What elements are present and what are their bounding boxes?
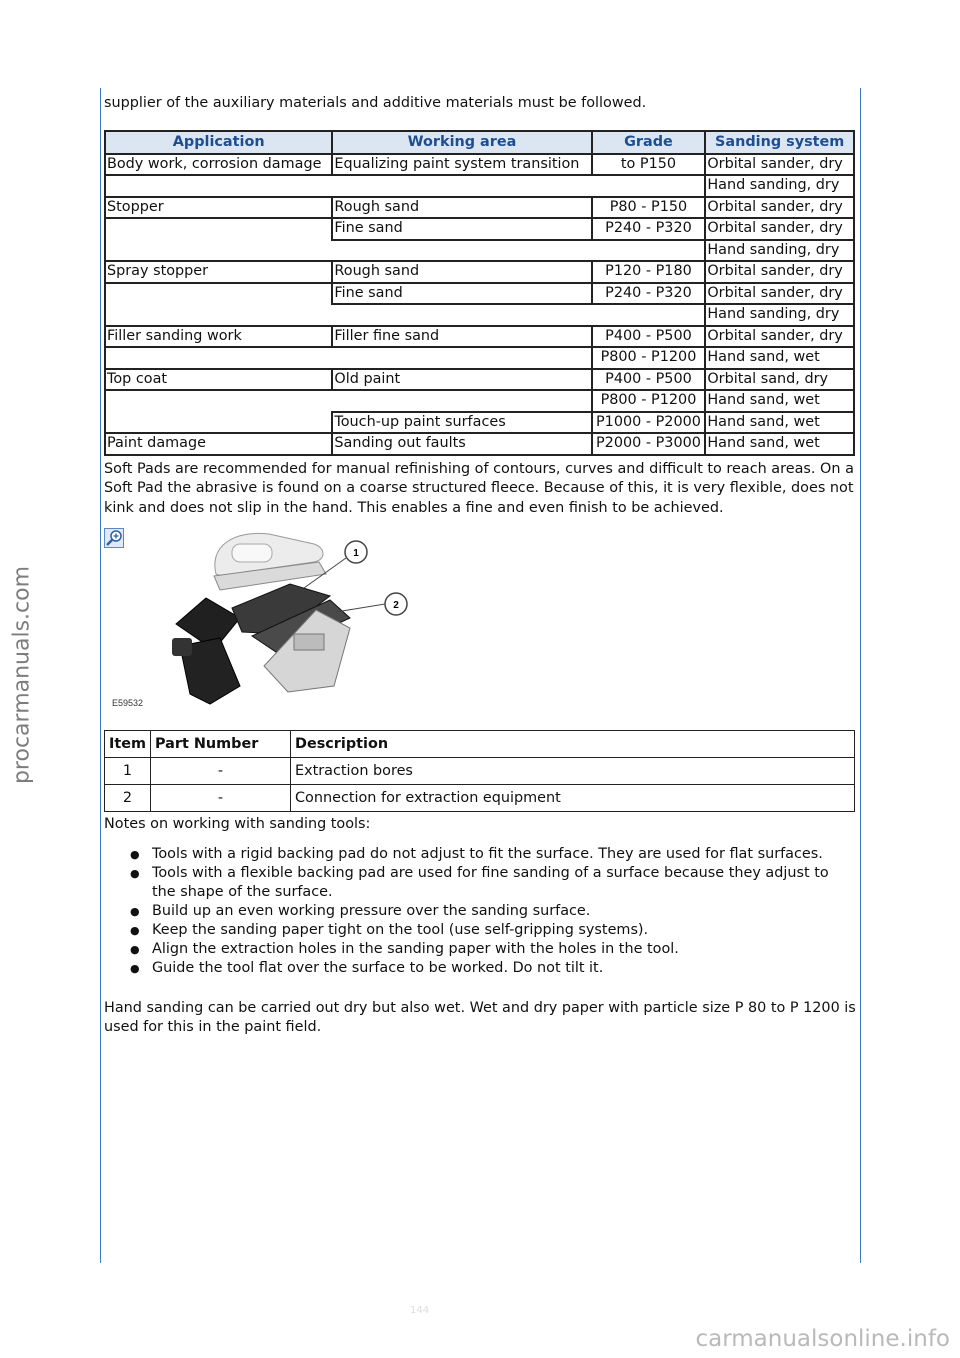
bottom-watermark: carmanualsonline.info: [695, 1326, 950, 1352]
table-row: [105, 283, 854, 305]
cell-empty: [105, 218, 332, 240]
list-item: ● Guide the tool flat over the surface to be worked. Do not tilt it.: [152, 959, 856, 978]
table-row: [105, 218, 854, 240]
cell-item: 2: [105, 785, 151, 812]
figure-code: E59532: [112, 698, 144, 708]
page-number: 144: [410, 1305, 430, 1316]
header-part-number: Part Number: [151, 731, 291, 758]
cell-working-area: Equalizing paint system transition: [332, 154, 591, 176]
cell-grade: P400 - P500: [592, 369, 706, 391]
cell-sanding-system: Hand sand, wet: [705, 390, 854, 412]
cell-empty: [105, 175, 705, 197]
cell-sanding-system: Orbital sander, dry: [705, 197, 854, 219]
cell-sanding-system: Hand sand, wet: [705, 433, 854, 455]
side-watermark: procarmanuals.com: [9, 565, 35, 785]
table-row: [105, 197, 854, 219]
cell-application: Spray stopper: [105, 261, 332, 283]
cell-application: Paint damage: [105, 433, 332, 455]
sanding-table: [104, 130, 855, 456]
cell-working-area: Old paint: [332, 369, 591, 391]
cell-sanding-system: Hand sanding, dry: [705, 304, 854, 326]
list-item: ● Tools with a flexible backing pad are used for fine sanding of a surface because they adjust to the shape of the surface.: [152, 864, 856, 902]
cell-working-area: Sanding out faults: [332, 433, 591, 455]
cell-part-number: -: [151, 758, 291, 785]
list-item: ● Align the extraction holes in the sanding paper with the holes in the tool.: [152, 940, 856, 959]
cell-working-area: Fine sand: [332, 283, 591, 305]
table-row: [105, 390, 854, 412]
items-table: [104, 730, 855, 812]
soft-pads-paragraph: Soft Pads are recommended for manual refinishing of contours, curves and difficult to reach areas. On a Soft Pad the abrasive is found on a coarse structured fleece. Because of this, it is very flexible, does not kink and does not slip in the hand. This enables a fine and even finish to be achieved.: [104, 460, 854, 516]
left-border-line: [100, 88, 101, 1263]
cell-part-number: -: [151, 785, 291, 812]
cell-sanding-system: Orbital sander, dry: [705, 261, 854, 283]
cell-sanding-system: Hand sand, wet: [705, 412, 854, 434]
list-item: ● Build up an even working pressure over the sanding surface.: [152, 902, 856, 921]
notes-list: [104, 845, 856, 978]
table-row: [105, 304, 854, 326]
cell-application: Body work, corrosion damage: [105, 154, 332, 176]
cell-empty: [105, 412, 332, 434]
right-border-line: [860, 88, 861, 1263]
callout-1: 1: [353, 548, 359, 559]
sanding-table-header: [105, 131, 854, 154]
cell-grade: to P150: [592, 154, 706, 176]
cell-application: Stopper: [105, 197, 332, 219]
cell-grade: P1000 - P2000: [592, 412, 706, 434]
sanding-tools-figure: [104, 526, 424, 716]
header-application: Application: [105, 131, 332, 154]
cell-empty: [105, 304, 705, 326]
cell-sanding-system: Hand sanding, dry: [705, 240, 854, 262]
notes-heading: Notes on working with sanding tools:: [104, 816, 371, 832]
cell-working-area: Fine sand: [332, 218, 591, 240]
table-row: [105, 369, 854, 391]
table-row: [105, 433, 854, 455]
cell-description: Connection for extraction equipment: [291, 785, 855, 812]
intro-paragraph: supplier of the auxiliary materials and additive materials must be followed.: [104, 95, 647, 111]
header-description: Description: [291, 731, 855, 758]
cell-sanding-system: Hand sanding, dry: [705, 175, 854, 197]
cell-working-area: Rough sand: [332, 197, 591, 219]
cell-grade: P800 - P1200: [592, 347, 706, 369]
table-row: [105, 412, 854, 434]
table-row: [105, 175, 854, 197]
cell-sanding-system: Orbital sander, dry: [705, 326, 854, 348]
table-row: [105, 240, 854, 262]
header-grade: Grade: [592, 131, 706, 154]
cell-working-area: Rough sand: [332, 261, 591, 283]
page-content: [104, 94, 856, 1038]
cell-description: Extraction bores: [291, 758, 855, 785]
cell-grade: P80 - P150: [592, 197, 706, 219]
cell-grade: P800 - P1200: [592, 390, 706, 412]
cell-sanding-system: Orbital sander, dry: [705, 154, 854, 176]
cell-grade: P120 - P180: [592, 261, 706, 283]
cell-empty: [105, 283, 332, 305]
cell-empty: [105, 347, 592, 369]
cell-sanding-system: Orbital sander, dry: [705, 218, 854, 240]
cell-working-area: Filler fine sand: [332, 326, 591, 348]
callout-2: 2: [393, 600, 399, 611]
header-item: Item: [105, 731, 151, 758]
cell-application: Filler sanding work: [105, 326, 332, 348]
list-item: ● Tools with a rigid backing pad do not adjust to fit the surface. They are used for flat surfaces.: [152, 845, 856, 864]
cell-sanding-system: Hand sand, wet: [705, 347, 854, 369]
cell-sanding-system: Orbital sand, dry: [705, 369, 854, 391]
header-working-area: Working area: [332, 131, 591, 154]
list-item: ● Keep the sanding paper tight on the tool (use self-gripping systems).: [152, 921, 856, 940]
cell-empty: [105, 240, 705, 262]
cell-grade: P400 - P500: [592, 326, 706, 348]
items-table-header: [105, 731, 855, 758]
table-row: [105, 785, 855, 812]
cell-working-area: Touch-up paint surfaces: [332, 412, 591, 434]
cell-grade: P240 - P320: [592, 283, 706, 305]
cell-sanding-system: Orbital sander, dry: [705, 283, 854, 305]
cell-grade: P2000 - P3000: [592, 433, 706, 455]
table-row: [105, 758, 855, 785]
table-row: [105, 326, 854, 348]
figure-container: [104, 526, 856, 712]
header-sanding-system: Sanding system: [705, 131, 854, 154]
table-row: [105, 347, 854, 369]
cell-empty: [105, 390, 592, 412]
table-row: [105, 154, 854, 176]
cell-item: 1: [105, 758, 151, 785]
table-row: [105, 261, 854, 283]
cell-application: Top coat: [105, 369, 332, 391]
closing-paragraph: Hand sanding can be carried out dry but also wet. Wet and dry paper with particle size P 80 to P 1200 is used for this in the paint field.: [104, 999, 856, 1035]
cell-grade: P240 - P320: [592, 218, 706, 240]
